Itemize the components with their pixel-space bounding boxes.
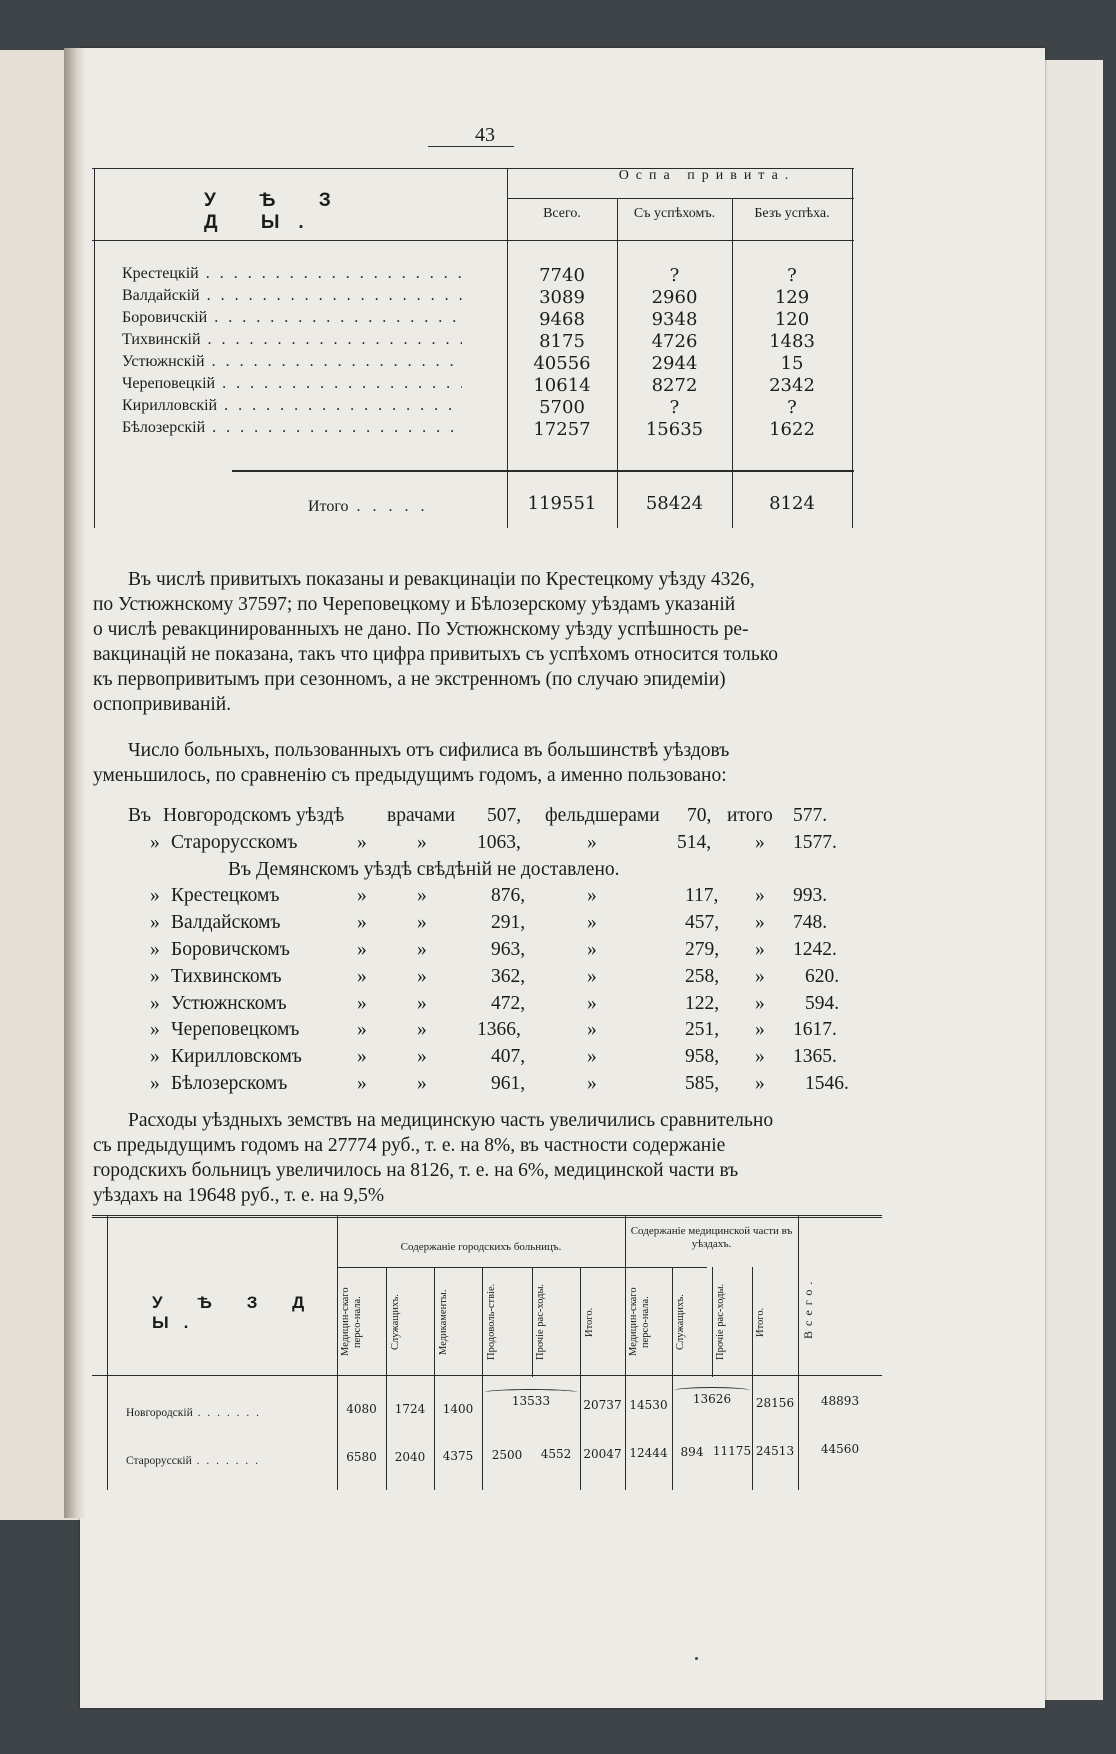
cell-success: ? bbox=[669, 265, 680, 286]
list-item bbox=[125, 993, 865, 1020]
table-row bbox=[92, 375, 854, 397]
ditto-mark: » bbox=[417, 938, 427, 960]
district-name: Устюжнскій . . . bbox=[122, 353, 462, 371]
rule bbox=[337, 1215, 338, 1490]
ditto-mark: » bbox=[587, 1019, 597, 1041]
table-row bbox=[92, 309, 854, 331]
district-name: Череповецкій . . . bbox=[122, 375, 462, 393]
prefix: Въ bbox=[128, 805, 152, 826]
total-success: 58424 bbox=[645, 493, 704, 514]
table-cell: 13533 bbox=[511, 1394, 551, 1408]
ditto-mark: » bbox=[417, 831, 427, 853]
district-name: Новгородскомъ уѣздѣ bbox=[163, 805, 345, 826]
cell-success: 9348 bbox=[651, 309, 698, 330]
feldshers-count: 279, bbox=[685, 938, 720, 960]
syphilis-treatment-list bbox=[125, 805, 865, 1100]
ditto-mark: » bbox=[755, 1019, 765, 1041]
paragraph-expenses bbox=[93, 1108, 878, 1208]
feldshers-count: 251, bbox=[685, 1019, 720, 1041]
district-name: Бѣлозерскій . . . bbox=[122, 419, 462, 437]
ditto-mark: » bbox=[417, 992, 427, 1014]
col-header: Итого. bbox=[584, 1307, 595, 1337]
city-hospitals-header: Содержаніе городскихъ больницъ. bbox=[400, 1241, 562, 1253]
table-cell: 24513 bbox=[755, 1444, 795, 1458]
ditto-mark: » bbox=[755, 992, 765, 1014]
table-cell: 1724 bbox=[394, 1402, 426, 1416]
table-cell: 28156 bbox=[755, 1396, 795, 1410]
col-header: Медицин-скаго персо-нала. bbox=[628, 1287, 651, 1357]
table-cell: 13626 bbox=[692, 1392, 732, 1406]
district-name: Бѣлозерскомъ bbox=[171, 1072, 288, 1094]
physicians-count: 472, bbox=[491, 992, 526, 1014]
ditto-mark: » bbox=[587, 831, 597, 853]
table-cell: 2500 bbox=[491, 1448, 523, 1462]
district-name: Новгородскій . . . bbox=[126, 1407, 261, 1419]
district-name: Старорусскомъ bbox=[171, 831, 298, 853]
col-header: Итого. bbox=[755, 1307, 766, 1337]
total-count: 620. bbox=[805, 965, 840, 987]
cell-failure: 1622 bbox=[769, 419, 815, 440]
physicians-word: врачами bbox=[387, 805, 456, 826]
ditto-mark: » bbox=[357, 1072, 367, 1094]
cell-failure: 129 bbox=[774, 287, 810, 308]
table-row bbox=[92, 265, 854, 287]
cell-total: 8175 bbox=[539, 331, 585, 352]
list-item bbox=[125, 885, 865, 912]
ink-speck bbox=[695, 1657, 698, 1660]
uezdy-header: У Ѣ З Д Ы. bbox=[204, 190, 350, 233]
table-cell: 6580 bbox=[346, 1450, 377, 1464]
text-line: оспопрививаній. bbox=[93, 694, 232, 715]
physicians-count: 1063, bbox=[477, 831, 521, 853]
district-name: Тихвинскомъ bbox=[171, 965, 282, 987]
district-name: Крестецкомъ bbox=[171, 885, 280, 907]
text-line: Расходы уѣздныхъ земствъ на медицинскую часть увеличились сравнительно bbox=[128, 1110, 774, 1131]
total-count: 577. bbox=[793, 805, 828, 826]
table-row bbox=[92, 287, 854, 309]
feldshers-count: 585, bbox=[685, 1072, 720, 1094]
list-item bbox=[125, 832, 865, 859]
col-header: Медикаменты. bbox=[438, 1289, 449, 1355]
district-name: Боровичскомъ bbox=[171, 938, 290, 960]
col-header: Медицин-скаго персо-нала. bbox=[340, 1287, 363, 1357]
district-name: Боровичскій . . . bbox=[122, 309, 462, 327]
rule bbox=[107, 1215, 108, 1490]
text-line: вакцинацій не показана, такъ что цифра привитыхъ съ успѣхомъ относится только bbox=[93, 644, 778, 665]
rule bbox=[92, 1375, 882, 1376]
rule bbox=[337, 1267, 707, 1268]
ditto-mark: » bbox=[755, 885, 765, 907]
table-cell: 2040 bbox=[394, 1450, 426, 1464]
total-count: 748. bbox=[793, 912, 828, 934]
text-line: по Устюжнскому 37597; по Череповецкому и Бѣлозерскому уѣздамъ указаній bbox=[93, 594, 736, 615]
district-name: Валдайскомъ bbox=[171, 912, 281, 934]
feldshers-count: 457, bbox=[685, 912, 720, 934]
cell-failure: 120 bbox=[774, 309, 810, 330]
ditto-mark: » bbox=[417, 912, 427, 934]
vaccination-table bbox=[92, 168, 854, 528]
district-name: Кирилловскомъ bbox=[171, 1046, 302, 1068]
ditto-mark: » bbox=[755, 1072, 765, 1094]
ditto-mark: » bbox=[587, 885, 597, 907]
feldshers-count: 122, bbox=[685, 992, 720, 1014]
col-header: Прочіе рас-ходы. bbox=[715, 1283, 726, 1361]
text-line: о числѣ ревакцинированныхъ не дано. По Устюжнскому уѣзду успѣшность ре- bbox=[93, 619, 749, 640]
ditto-mark: » bbox=[417, 965, 427, 987]
list-item bbox=[125, 859, 865, 886]
table-cell: 48893 bbox=[820, 1394, 860, 1408]
text-line: уменьшилось, по сравненію съ предыдущимъ годомъ, а именно пользовано: bbox=[93, 765, 727, 786]
table-row bbox=[92, 331, 854, 353]
list-item bbox=[125, 1046, 865, 1073]
physicians-count: 876, bbox=[491, 885, 526, 907]
total-count: 1365. bbox=[793, 1046, 837, 1068]
ditto-mark: » bbox=[587, 912, 597, 934]
total-count: 1546. bbox=[805, 1072, 849, 1094]
table-row bbox=[92, 419, 854, 441]
cell-success: 2944 bbox=[651, 353, 698, 374]
page-number-rule bbox=[428, 146, 514, 147]
feldshers-word: фельдшерами bbox=[545, 805, 660, 826]
col-header: Всего. bbox=[801, 1276, 815, 1340]
ditto-mark: » bbox=[150, 1072, 160, 1094]
physicians-count: 407, bbox=[491, 1046, 526, 1068]
rule bbox=[507, 198, 854, 199]
ditto-mark: » bbox=[755, 912, 765, 934]
list-item bbox=[125, 966, 865, 993]
feldshers-count: 958, bbox=[685, 1046, 720, 1068]
cell-failure: 15 bbox=[780, 353, 804, 374]
cell-success: ? bbox=[669, 397, 680, 418]
vaccination-group-header: Оспа привита. bbox=[618, 168, 796, 183]
table-cell: 12444 bbox=[629, 1446, 668, 1460]
table-cell: 4552 bbox=[540, 1447, 572, 1461]
cell-total: 9468 bbox=[539, 309, 585, 330]
ditto-mark: » bbox=[150, 1046, 160, 1068]
total-count: 993. bbox=[793, 885, 828, 907]
expenses-table bbox=[92, 1215, 882, 1490]
total-all: 119551 bbox=[527, 493, 597, 514]
rule bbox=[92, 240, 854, 241]
ditto-mark: » bbox=[417, 1072, 427, 1094]
table-cell: 11175 bbox=[712, 1444, 752, 1458]
ditto-mark: » bbox=[150, 831, 160, 853]
ditto-mark: » bbox=[755, 1046, 765, 1068]
table-cell: 4375 bbox=[442, 1449, 474, 1463]
cell-success: 8272 bbox=[651, 375, 698, 396]
ditto-mark: » bbox=[150, 885, 160, 907]
total-count: 1577. bbox=[793, 831, 837, 853]
table-row bbox=[92, 397, 854, 419]
ditto-mark: » bbox=[587, 1072, 597, 1094]
district-name: Череповецкомъ bbox=[171, 1019, 300, 1041]
table-cell: 4080 bbox=[346, 1402, 377, 1416]
col-header-success: Съ успѣхомъ. bbox=[633, 206, 716, 221]
cell-total: 17257 bbox=[533, 419, 591, 440]
text-line: къ первопривитымъ при сезонномъ, а не экстренномъ (по случаю эпидеміи) bbox=[93, 669, 726, 690]
total-count: 594. bbox=[805, 992, 840, 1014]
physicians-count: 963, bbox=[491, 938, 526, 960]
text-line: Число больныхъ, пользованныхъ отъ сифилиса въ большинствѣ уѣздовъ bbox=[128, 740, 730, 761]
text-line: городскихъ больницъ увеличилось на 8126, т. е. на 6%, медицинской части въ bbox=[93, 1160, 739, 1181]
ditto-mark: » bbox=[417, 1019, 427, 1041]
col-header-total: Всего. bbox=[543, 206, 581, 221]
ditto-mark: » bbox=[755, 965, 765, 987]
ditto-mark: » bbox=[417, 885, 427, 907]
table-cell: 14530 bbox=[629, 1398, 668, 1412]
ditto-mark: » bbox=[357, 938, 367, 960]
cell-success: 2960 bbox=[651, 287, 698, 308]
total-count: 1617. bbox=[793, 1019, 837, 1041]
cell-total: 3089 bbox=[539, 287, 585, 308]
uezdy-header: У Ѣ З Д Ы. bbox=[152, 1293, 320, 1332]
feldshers-count: 258, bbox=[685, 965, 720, 987]
cell-total: 40556 bbox=[533, 353, 591, 374]
paragraph-revaccination bbox=[93, 567, 878, 717]
ditto-mark: » bbox=[357, 1019, 367, 1041]
total-count: 1242. bbox=[793, 938, 837, 960]
cell-success: 4726 bbox=[651, 331, 698, 352]
table-cell: 20737 bbox=[583, 1398, 622, 1412]
ditto-mark: » bbox=[755, 938, 765, 960]
physicians-count: 961, bbox=[491, 1072, 526, 1094]
cell-total: 7740 bbox=[539, 265, 585, 286]
ditto-mark: » bbox=[587, 992, 597, 1014]
ditto-mark: » bbox=[755, 831, 765, 853]
cell-success: 15635 bbox=[645, 419, 704, 440]
physicians-count: 507, bbox=[487, 805, 522, 826]
table-row bbox=[92, 353, 854, 375]
col-header-failure: Безъ успѣха. bbox=[754, 206, 830, 221]
page-gutter bbox=[64, 48, 86, 1518]
district-name: Старорусскій . . . bbox=[126, 1455, 260, 1467]
col-header: Прочіе рас-ходы. bbox=[535, 1283, 546, 1361]
rule bbox=[92, 1215, 882, 1216]
ditto-mark: » bbox=[587, 938, 597, 960]
ditto-mark: » bbox=[357, 965, 367, 987]
ditto-mark: » bbox=[587, 1046, 597, 1068]
table-cell: 44560 bbox=[820, 1442, 860, 1456]
ditto-mark: » bbox=[417, 1046, 427, 1068]
page-number: 43 bbox=[475, 124, 495, 146]
physicians-count: 1366, bbox=[477, 1019, 521, 1041]
cell-total: 5700 bbox=[539, 397, 585, 418]
col-header: Служащихъ. bbox=[390, 1294, 401, 1350]
district-name: Валдайскій . . . bbox=[122, 287, 462, 305]
col-header: Продоволь-ствіе. bbox=[486, 1283, 497, 1361]
list-item bbox=[125, 939, 865, 966]
ditto-mark: » bbox=[357, 885, 367, 907]
cell-failure: 2342 bbox=[769, 375, 815, 396]
ditto-mark: » bbox=[150, 965, 160, 987]
ditto-mark: » bbox=[150, 1019, 160, 1041]
district-name: Тихвинскій . . . bbox=[122, 331, 462, 349]
ditto-mark: » bbox=[587, 965, 597, 987]
text-line: съ предыдущимъ годомъ на 27774 руб., т. е. на 8%, въ частности содержаніе bbox=[93, 1135, 726, 1156]
district-medical-header: Содержаніе медицинской части въ уѣздахъ. bbox=[630, 1225, 793, 1250]
rule bbox=[92, 1217, 882, 1218]
text-line: Въ числѣ привитыхъ показаны и ревакцинаціи по Крестецкому уѣзду 4326, bbox=[128, 569, 755, 590]
ditto-mark: » bbox=[357, 1046, 367, 1068]
list-item bbox=[125, 1019, 865, 1046]
feldshers-count: 70, bbox=[687, 805, 712, 826]
table-cell: 894 bbox=[680, 1445, 704, 1459]
total-word: итого bbox=[727, 805, 773, 826]
total-failure: 8124 bbox=[769, 493, 815, 514]
text-line: уѣздахъ на 19648 руб., т. е. на 9,5% bbox=[93, 1185, 385, 1206]
ditto-mark: » bbox=[150, 912, 160, 934]
list-item bbox=[125, 912, 865, 939]
ditto-mark: » bbox=[357, 992, 367, 1014]
ditto-mark: » bbox=[357, 831, 367, 853]
list-item bbox=[125, 805, 865, 832]
table-cell: 20047 bbox=[583, 1447, 622, 1461]
table-cell: 1400 bbox=[442, 1402, 474, 1416]
rule bbox=[532, 1267, 533, 1377]
feldshers-count: 514, bbox=[677, 831, 712, 853]
physicians-count: 362, bbox=[491, 965, 526, 987]
rule bbox=[232, 470, 854, 472]
ditto-mark: » bbox=[357, 912, 367, 934]
list-item bbox=[125, 1073, 865, 1100]
cell-failure: 1483 bbox=[769, 331, 815, 352]
total-label: Итого . . . bbox=[308, 498, 429, 516]
district-name: Кирилловскій . . . bbox=[122, 397, 462, 415]
feldshers-count: 117, bbox=[685, 885, 719, 907]
district-name: Устюжнскомъ bbox=[171, 992, 287, 1014]
district-name: Крестецкій . . . bbox=[122, 265, 462, 283]
ditto-mark: » bbox=[150, 992, 160, 1014]
ditto-mark: » bbox=[150, 938, 160, 960]
physicians-count: 291, bbox=[491, 912, 526, 934]
rule bbox=[712, 1267, 713, 1377]
paragraph-syphilis bbox=[93, 738, 878, 788]
cell-failure: ? bbox=[787, 397, 797, 418]
cell-total: 10614 bbox=[533, 375, 591, 396]
cell-failure: ? bbox=[787, 265, 797, 286]
note: Въ Демянскомъ уѣздѣ свѣдѣній не доставлено. bbox=[228, 858, 620, 880]
col-header: Служащихъ. bbox=[675, 1294, 686, 1350]
